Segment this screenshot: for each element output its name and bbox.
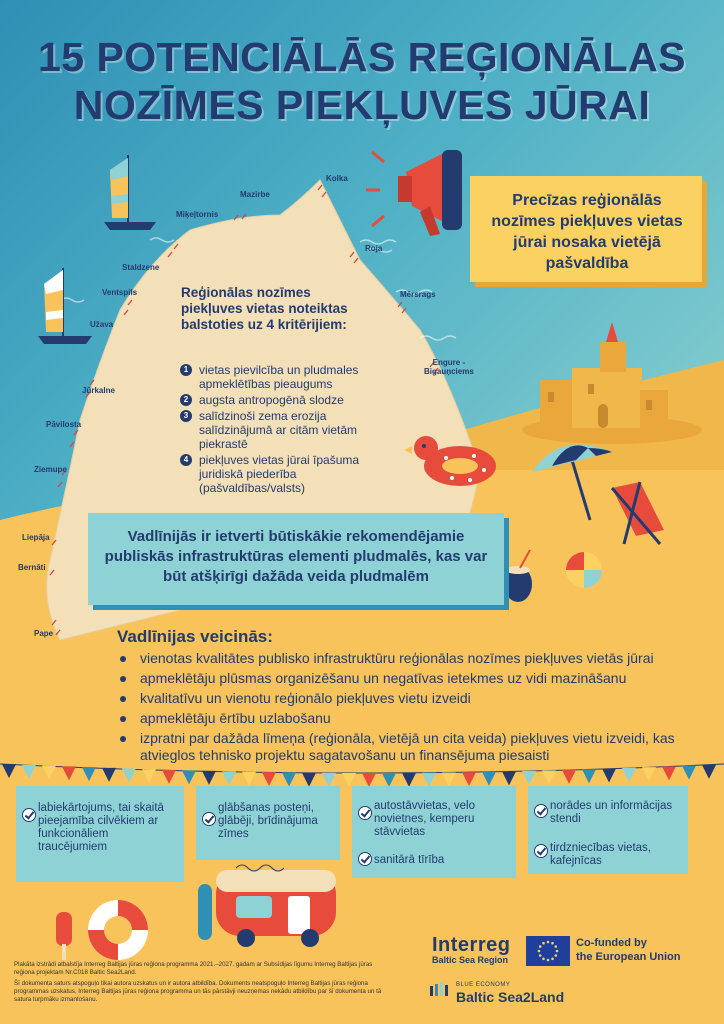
feature-item: autostāvvietas, velo novietnes, kemperu stāvvietas [374,800,476,838]
guideline-item: vienotas kvalitātes publisko infrastruktūru reģionālas nozīmes piekļuves vietās jūrai [118,650,698,667]
criteria-item [180,409,379,451]
criteria-text: augsta antropogēnā slodze [199,393,344,407]
feature-item: labiekārtojums, tai skaitā pieejamība cilvēkiem ar funkcionāliem traucējumiem [38,802,164,853]
page-title-line1: 15 POTENCIĀLĀS REĢIONĀLAS [37,34,687,80]
place-bernati: Bernāti [18,563,46,572]
place-liepaja: Liepāja [22,533,50,542]
eu-star [554,945,557,948]
eu-star [551,942,554,945]
eu-star [538,950,541,953]
place-kolka: Kolka [326,174,348,183]
criteria-number: 2 [180,394,192,406]
infrastructure-banner-text: Vadlīnijās ir ietverti būtiskākie rekomendējamie publiskās infrastruktūras elementi pludmalēs, kas var būt atšķirīgi dažāda veida pludmalēm [104,528,488,585]
check-icon [358,852,372,866]
sailboat-1 [104,155,156,230]
place-ventspils: Ventspils [102,288,138,297]
place-jurkalne: Jūrkalne [82,386,115,395]
check-icon [202,812,216,826]
footer-note-disclaimer: Šī dokumenta saturs atspoguļo tikai autora uzskatus un ir autora atbildība. Dokuments neatspoguļo Interreg Baltijas jūras reģiona programmas uzskatus, Interreg Baltijas jūras reģiona programma un tās pārstāvji neuzņemas nekādu atbildību par šī dokumenta un tā satura turpmāku izmantošanu. [14,980,382,1003]
eu-stars [526,936,570,966]
feature-box-rescue [196,786,340,860]
place-pavilosta: Pāvilosta [46,420,82,429]
lifebuoy [88,900,148,960]
criteria-number: 4 [180,454,192,466]
guideline-item: izpratni par dažāda līmeņa (reģionāla, vietējā un cita veida) piekļuves vietu izveidi, kas atvieglos tehnisko projektu sagatavošanu un finansējuma piesaisti [118,730,698,764]
check-icon [534,804,548,818]
callout-local-authority [470,176,702,282]
criteria-item [180,363,410,391]
callout-local-authority-text: Precīzas reģionālās nozīmes piekļuves vietas jūrai nosaka vietējā pašvaldība [491,192,683,272]
check-icon [22,808,36,822]
eu-star [554,954,557,957]
feature-item: tirdzniecības vietas, kafejnīcas [550,842,651,867]
sea2land-bars-icon [430,982,452,996]
guidelines-list [118,650,698,767]
page-title-line2: NOZĪMES PIEKĻUVES JŪRAI [73,82,651,128]
feature-box-accessibility [16,786,184,882]
place-mazirbe: Mazirbe [240,190,270,199]
guideline-item: apmeklētāju ērtību uzlabošanu [118,710,698,727]
sea2land-logo [430,982,564,1005]
place-ziemupe: Ziemupe [34,465,67,474]
place-mersrags: Mērsrags [400,290,436,299]
criteria-list [180,363,410,497]
infrastructure-banner [88,513,504,605]
criteria-item [180,393,410,407]
eu-star [556,950,559,953]
criteria-heading: Reģionālas nozīmes piekļuves vietas noteiktas balstoties uz 4 kritērijiem: [181,285,348,332]
criteria-number: 3 [180,410,192,422]
megaphone-icon [366,150,462,236]
criteria-text: salīdzinoši zema erozija salīdzinājumā ar citām vietām piekrastē [199,409,358,451]
eu-star [547,959,550,962]
feature-item: sanitārā tīrība [374,854,445,866]
eu-star [551,957,554,960]
interreg-logo-title: Interreg [432,934,511,956]
eu-text-line2: the European Union [576,951,681,963]
guideline-item: apmeklētāju plūsmas organizēšanu un negatīvas ietekmes uz vidi mazināšanu [118,670,698,687]
feature-box-parking [352,786,516,878]
beach-ball [566,552,602,588]
feature-box-signage [528,786,688,874]
interreg-logo-subtitle: Baltic Sea Region [432,955,509,965]
check-icon [534,844,548,858]
sea2land-logo-tagline: BLUE ECONOMY [456,982,511,988]
footer-note-funding: Plakāta izstrādi atbalstīja Interreg Baltijas jūras reģiona programma 2021.–2027. gadam ar Subsīdijas līgumu Interreg Baltijas jūras reģiona projektam Nr.C018 Baltic Sea2Land. [14,961,373,976]
place-pape: Pape [34,629,54,638]
interreg-logo [432,934,510,965]
place-staldzene: Staldzene [122,263,160,272]
eu-star [542,957,545,960]
guidelines-heading: Vadlīnijas veicinās: [117,627,273,646]
guideline-item: kvalitatīvu un vienotu reģionālo piekļuves vietu izveidi [118,690,698,707]
eu-star [539,945,542,948]
eu-star [547,941,550,944]
check-icon [358,806,372,820]
eu-cofunded-text [576,936,681,964]
sailboat-2 [38,268,92,344]
eu-flag-icon [526,936,570,966]
feature-item: glābšanas posteņi, glābēji, brīdinājuma zīmes [218,802,318,840]
eu-text-line1: Co-funded by [576,937,647,949]
eu-star [542,942,545,945]
footer-disclaimer [14,961,394,1004]
criteria-text: vietas pievilcība un pludmales apmeklētības pieaugums [199,363,359,391]
criteria-item [180,453,399,495]
feature-item: norādes un informācijas stendi [550,800,673,825]
criteria-text: piekļuves vietas jūrai īpašuma juridiskā piederība (pašvaldības/valsts) [199,453,360,495]
place-roja: Roja [365,244,383,253]
place-uzava: Užava [90,320,114,329]
eu-star [539,954,542,957]
sea2land-logo-title: Baltic Sea2Land [456,989,565,1005]
place-mikeltornis: Miķeļtornis [176,210,219,219]
place-engure: Engure - Bigauņciems [424,358,474,376]
criteria-number: 1 [180,364,192,376]
